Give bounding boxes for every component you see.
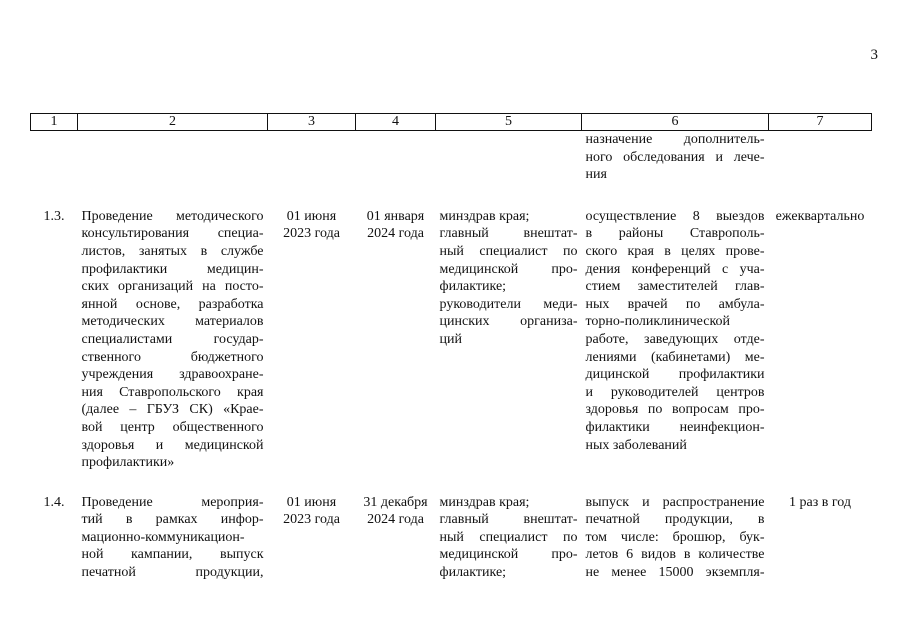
responsible-cell — [436, 494, 582, 582]
text-line: ций — [439, 331, 462, 347]
page-number: 3 — [870, 47, 878, 63]
text-line: печатной продукции, в — [585, 512, 765, 528]
text-line: филактики неинфекцион- — [585, 419, 765, 435]
text-line: Проведение методического — [81, 208, 264, 224]
text-line: лениями (кабинетами) ме- — [585, 349, 765, 365]
text-line: методических материалов — [81, 314, 264, 330]
end-date-year: 2024 года — [367, 512, 424, 528]
text-line: главный внештат- — [439, 512, 578, 528]
text-line: медицинской про- — [439, 261, 578, 277]
text-line: торно-поликлинической — [585, 314, 731, 330]
text-line: ных заболеваний — [585, 437, 687, 453]
text-line: ных врачей по амбула- — [585, 296, 765, 312]
table-row-1-4 — [31, 494, 872, 582]
row-number: 1.3. — [43, 208, 65, 224]
result-cell — [582, 208, 769, 494]
text-line: учреждения здравоохране- — [81, 367, 264, 383]
text-line: минздрав края; — [439, 494, 530, 510]
plan-table — [30, 113, 872, 582]
text-line: дения конференций с уча- — [585, 261, 765, 277]
text-line: здоровья по вопросам про- — [585, 402, 765, 418]
activity-cell — [78, 494, 268, 582]
text-line: и руководителей центров — [585, 384, 765, 400]
text-line: летов 6 видов в количестве — [585, 547, 765, 563]
column-number-6: 6 — [582, 114, 769, 131]
column-number-1: 1 — [31, 114, 78, 131]
text-line: ния Ставропольского края — [81, 384, 264, 400]
text-line: главный внештат- — [439, 226, 578, 242]
text-line: ского края в целях прове- — [585, 243, 765, 259]
text-line: руководители меди- — [439, 296, 578, 312]
text-line: ной кампании, выпуск — [81, 547, 264, 563]
start-date-day: 01 июня — [286, 494, 337, 510]
text-line: стием заместителей глав- — [585, 279, 765, 295]
cont-activity-cell — [78, 131, 268, 208]
text-line: Проведение мероприя- — [81, 494, 264, 510]
text-line: выпуск и распространение — [585, 494, 765, 510]
text-line: цинских организа- — [439, 314, 578, 330]
column-number-5: 5 — [436, 114, 582, 131]
end-date-year: 2024 года — [367, 226, 424, 242]
end-date-cell — [356, 208, 436, 494]
text-line: минздрав края; — [439, 208, 530, 224]
text-line: ный специалист по — [439, 529, 578, 545]
start-date-cell — [268, 494, 356, 582]
header-row — [31, 114, 872, 131]
text-line: медицинской про- — [439, 547, 578, 563]
end-date-day: 01 января — [366, 208, 425, 224]
table-header — [31, 114, 872, 131]
table-row-1-3 — [31, 208, 872, 494]
text-line: ния — [585, 167, 607, 183]
text-line: здоровья и медицинской — [81, 437, 264, 453]
column-number-7: 7 — [769, 114, 872, 131]
text-line: ный специалист по — [439, 243, 578, 259]
cont-start-cell — [268, 131, 356, 208]
text-line: специалистами государ- — [81, 331, 264, 347]
continuation-row — [31, 131, 872, 208]
activity-cell — [78, 208, 268, 494]
text-line: тий в рамках инфор- — [81, 512, 264, 528]
cont-result-cell — [582, 131, 769, 208]
text-line: в районы Ставрополь- — [585, 226, 765, 242]
start-date-day: 01 июня — [286, 208, 337, 224]
text-line: филактике; — [439, 565, 507, 581]
column-number-4: 4 — [356, 114, 436, 131]
text-line: филактике; — [439, 279, 507, 295]
result-cell — [582, 494, 769, 582]
row-number: 1.4. — [43, 494, 65, 510]
start-date-year: 2023 года — [283, 226, 340, 242]
cont-frequency-cell — [769, 131, 872, 208]
frequency-cell: 1 раз в год — [789, 494, 851, 510]
cont-end-cell — [356, 131, 436, 208]
text-line: мационно-коммуникацион- — [81, 529, 245, 545]
column-number-3: 3 — [268, 114, 356, 131]
text-line: не менее 15000 экземпля- — [585, 565, 765, 581]
text-line: профилактики медицин- — [81, 261, 264, 277]
text-line: ских организаций на посто- — [81, 279, 264, 295]
text-line: осуществление 8 выездов — [585, 208, 765, 224]
text-line: работе, заведующих отде- — [585, 331, 765, 347]
text-line: ного обследования и лече- — [585, 149, 765, 165]
responsible-cell — [436, 208, 582, 494]
text-line: дицинской профилактики — [585, 367, 765, 383]
text-line: том числе: брошюр, бук- — [585, 529, 765, 545]
text-line: (далее – ГБУЗ СК) «Крае- — [81, 402, 264, 418]
frequency-cell: ежеквартально — [775, 208, 865, 224]
end-date-day: 31 декабря — [363, 494, 428, 510]
start-date-cell — [268, 208, 356, 494]
start-date-year: 2023 года — [283, 512, 340, 528]
text-line: консультирования специа- — [81, 226, 264, 242]
cont-num-cell — [31, 131, 78, 208]
text-line: янной основе, разработка — [81, 296, 264, 312]
text-line: профилактики» — [81, 455, 175, 471]
end-date-cell — [356, 494, 436, 582]
text-line: печатной продукции, — [81, 565, 264, 581]
cont-responsible-cell — [436, 131, 582, 208]
text-line: листов, занятых в службе — [81, 243, 264, 259]
text-line: назначение дополнитель- — [585, 132, 765, 147]
column-number-2: 2 — [78, 114, 268, 131]
text-line: вой центр общественного — [81, 419, 264, 435]
text-line: ственного бюджетного — [81, 349, 264, 365]
